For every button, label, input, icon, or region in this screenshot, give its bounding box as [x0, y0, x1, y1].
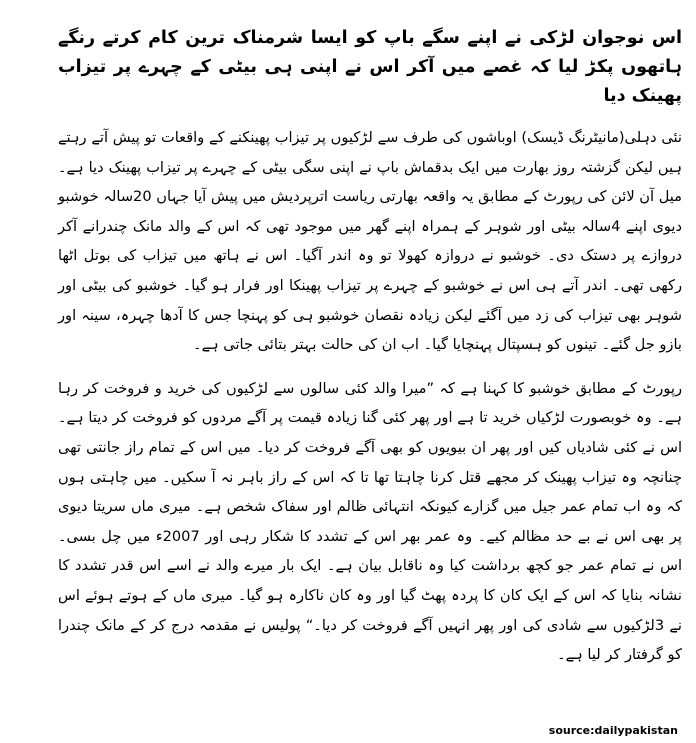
article: [58, 8, 682, 682]
article-headline: اس نوجوان لڑکی نے اپنے سگے باپ کو ایسا شرمناک ترین کام کرتے رنگے ہاتھوں پکڑ لیا کہ غصے میں آکر اس نے اپنی ہی بیٹی کے چہرے پر تیزاب پھینک دیا: [58, 28, 682, 106]
source-credit: source:dailypakistan: [548, 724, 678, 737]
article-paragraph: رپورٹ کے مطابق خوشبو کا کہنا ہے کہ ”میرا والد کئی سالوں سے لڑکیوں کی خرید و فروخت کر رہا ہے۔ وہ خوبصورت لڑکیاں خرید تا ہے اور پھر کئی گنا زیادہ قیمت پر آگے مردوں کو فروخت کر دیتا ہے۔ اس نے کئی شادیاں کیں اور پھر ان بیویوں کو بھی آگے فروخت کر دیا۔ میں اس کے تمام راز جانتی تھی چنانچہ وہ تیزاب پھینک کر مجھے قتل کرنا چاہتا تھا تا کہ اس کے راز باہر نہ آ سکیں۔ میں چاہتی ہوں کہ وہ اب تمام عمر جیل میں گزارے کیونکہ انتہائی ظالم اور سفاک شخص ہے۔ میری ماں سریتا دیوی پر بھی اس نے بے حد مظالم کیے۔ وہ عمر بھر اس کے تشدد کا شکار رہی اور 2007ء میں چل بسی۔ اس نے تمام عمر جو کچھ برداشت کیا وہ ناقابل بیان ہے۔ ایک بار میرے والد نے اسے اس قدر تشدد کا نشانہ بنایا کہ اس کے ایک کان کا پردہ پھٹ گیا اور وہ کان ناکارہ ہو گیا۔ میری ماں کے ہوتے ہوئے اس نے 3لڑکیوں سے شادی کی اور پھر انہیں آگے فروخت کر دیا۔“ پولیس نے مقدمہ درج کر کے مانک چندرا کو گرفتار کر لیا ہے۔: [58, 379, 682, 664]
article-paragraph: نئی دہلی(مانیٹرنگ ڈیسک) اوباشوں کی طرف سے لڑکیوں پر تیزاب پھینکنے کے واقعات تو پیش آتے رہتے ہیں لیکن گزشتہ روز بھارت میں ایک بدقماش باپ نے اپنی سگی بیٹی کے چہرے پر تیزاب پھینک دیا ہے۔ میل آن لائن کی رپورٹ کے مطابق یہ واقعہ بھارتی ریاست اترپردیش میں پیش آیا جہاں 20سالہ خوشبو دیوی اپنے 4سالہ بیٹی اور شوہر کے ہمراہ اپنے گھر میں موجود تھی کہ اس کے والد مانک چندرانے آکر دروازے پر دستک دی۔ خوشبو نے دروازہ کھولا تو وہ اندر آگیا۔ اس نے ہاتھ میں تیزاب کی بوتل اٹھا رکھی تھی۔ اندر آتے ہی اس نے خوشبو کے چہرے پر تیزاب پھینکا اور فرار ہو گیا۔ خوشبو کی بیٹی اور شوہر بھی تیزاب کی زد میں آگئے لیکن زیادہ نقصان خوشبو ہی کو پہنچا جس کا آدھا چہرہ، سینہ اور بازو جل گئے۔ تینوں کو ہسپتال پہنچایا گیا۔ اب ان کی حالت بہتر بتائی جاتی ہے۔: [58, 129, 682, 354]
